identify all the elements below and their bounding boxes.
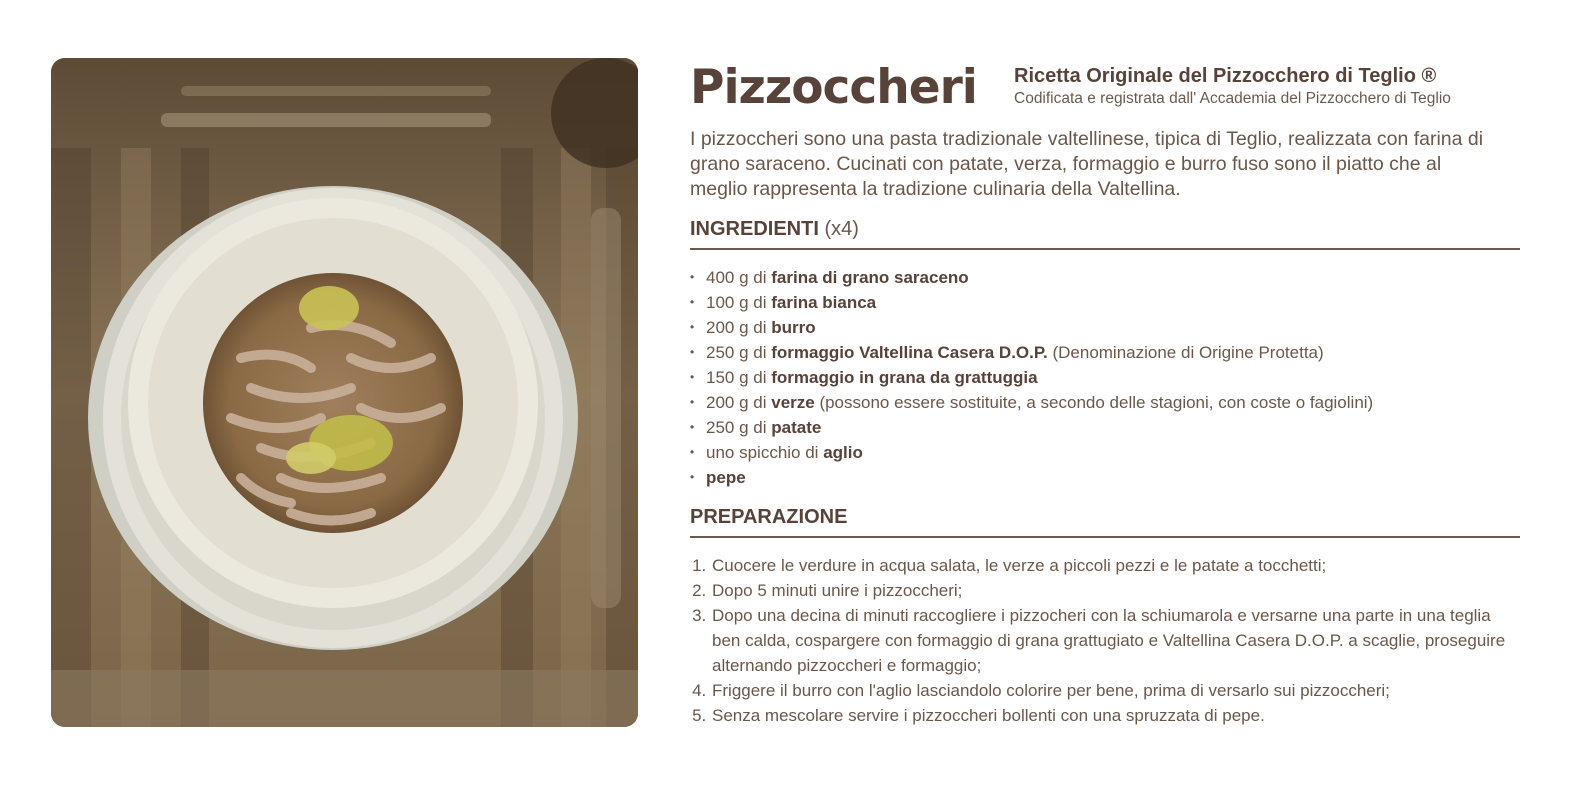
recipe-subtitle-block	[1014, 58, 1451, 109]
ingredient-name: aglio	[823, 443, 863, 462]
ingredient-list	[690, 265, 1520, 490]
preparation-steps	[690, 553, 1520, 728]
ingredient-name: farina bianca	[771, 293, 877, 312]
preparation-step: 4. Friggere il burro con l'aglio lasciandolo colorire per bene, prima di versarlo sui pizzoccheri;	[711, 678, 1520, 703]
preparation-step: 5. Senza mescolare servire i pizzoccheri bollenti con una spruzzata di pepe.	[711, 703, 1520, 728]
ingredient-item: • 400 g di farina di grano saraceno	[690, 265, 1520, 290]
servings-label: (x4)	[824, 218, 859, 240]
recipe-content	[690, 58, 1520, 728]
ingredient-item: • 150 g di formaggio in grana da grattuggia	[690, 365, 1520, 390]
ingredient-name: patate	[771, 418, 822, 437]
ingredient-item	[690, 465, 1520, 490]
ingredients-heading-label: INGREDIENTI	[690, 218, 819, 240]
ingredient-item: • 200 g di burro	[690, 315, 1520, 340]
ingredient-name: verze	[771, 393, 815, 412]
preparation-heading	[690, 496, 1520, 538]
ingredient-item: • 250 g di formaggio Valtellina Casera D.O.P. (Denominazione di Origine Protetta)	[690, 340, 1520, 365]
recipe-caption: Codificata e registrata dall' Accademia del Pizzocchero di Teglio	[1014, 90, 1451, 107]
preparation-step: 2. Dopo 5 minuti unire i pizzoccheri;	[711, 578, 1520, 603]
ingredient-name: formaggio in grana da grattuggia	[771, 368, 1038, 387]
ingredient-item: • 200 g di verze (possono essere sostituite, a secondo delle stagioni, con coste o fagiolini)	[690, 390, 1520, 415]
ingredient-name: burro	[771, 318, 816, 337]
recipe-header	[690, 58, 1520, 122]
preparation-step: 3. Dopo una decina di minuti raccogliere i pizzocheri con la schiumarola e versarne una parte in una teglia ben calda, cospargere con formaggio di grana grattugiato e Valtellina Casera D.O.P. a scaglie, proseguire alternando pizzoccheri e formaggio;	[711, 603, 1520, 678]
preparation-heading-label: PREPARAZIONE	[690, 506, 848, 528]
recipe-photo	[51, 58, 638, 727]
ingredient-item: • 100 g di farina bianca	[690, 290, 1520, 315]
recipe-title: Pizzoccheri	[690, 60, 977, 115]
ingredient-item: • uno spicchio di aglio	[690, 440, 1520, 465]
ingredient-name: farina di grano saraceno	[771, 268, 969, 287]
plate-of-pizzoccheri-image	[51, 58, 638, 727]
ingredient-item: • 250 g di patate	[690, 415, 1520, 440]
recipe-intro: I pizzoccheri sono una pasta tradizionale valtellinese, tipica di Teglio, realizzata con farina di grano saraceno. Cucinati con patate, verza, formaggio e burro fuso sono il piatto che al meglio rappresenta la tradizione culinaria della Valtellina.	[690, 128, 1484, 200]
preparation-step: 1. Cuocere le verdure in acqua salata, le verze a piccoli pezzi e le patate a tocchetti;	[711, 553, 1520, 578]
ingredient-name: formaggio Valtellina Casera D.O.P.	[771, 343, 1048, 362]
ingredients-heading	[690, 208, 1520, 250]
recipe-subtitle: Ricetta Originale del Pizzocchero di Teglio ®	[1014, 65, 1437, 87]
ingredient-name: pepe	[706, 468, 746, 487]
